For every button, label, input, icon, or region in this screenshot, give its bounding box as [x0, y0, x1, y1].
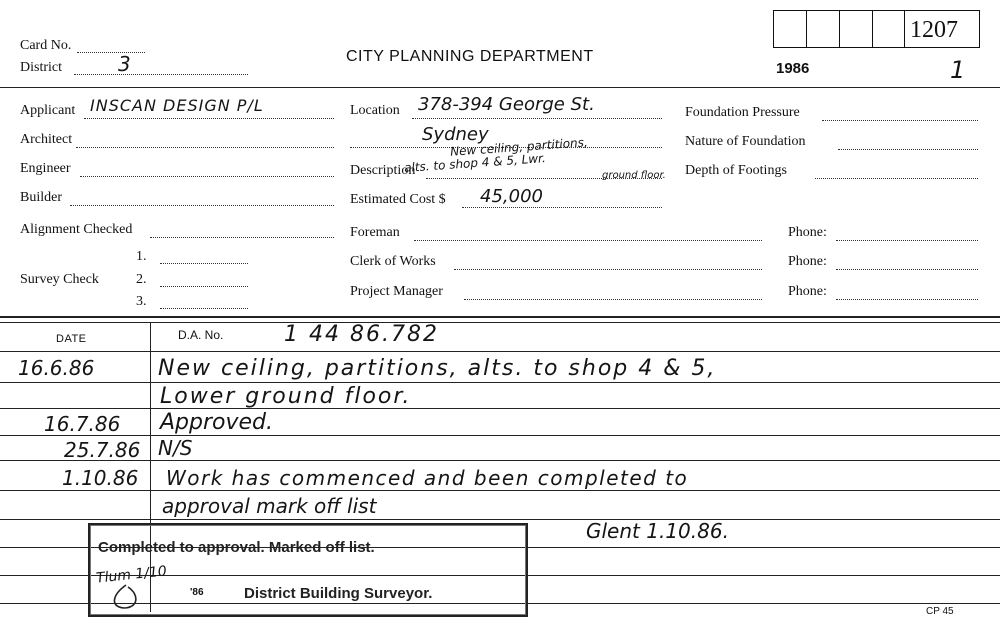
da-value: 1 44 86.782 [284, 322, 439, 347]
log-rule-3 [0, 408, 1000, 409]
card-box-1 [773, 10, 808, 48]
cost-value: 45,000 [480, 186, 543, 207]
location-value-2: Sydney [422, 124, 489, 145]
survey-line-1 [160, 263, 248, 264]
depth-label: Depth of Footings [685, 163, 787, 178]
cost-line [462, 207, 662, 208]
phone-label-1: Phone: [788, 225, 827, 240]
card-no-line [77, 52, 145, 53]
log-entry-date-4: 25.7.86 [64, 438, 141, 462]
header-divider [0, 87, 1000, 88]
log-top-rule [0, 316, 1000, 318]
location-line-1 [412, 118, 662, 119]
clerk-line [454, 269, 762, 270]
district-value: 3 [118, 52, 131, 76]
log-entry-text-3: Approved. [160, 410, 273, 435]
log-entry-date-5: 1.10.86 [62, 466, 139, 490]
card-box-3 [839, 10, 874, 48]
log-entry-date-1: 16.6.86 [18, 356, 95, 380]
location-label: Location [350, 103, 400, 118]
phone-label-2: Phone: [788, 254, 827, 269]
form-code: CP 45 [926, 606, 954, 617]
survey-line-3 [160, 308, 248, 309]
architect-line [76, 147, 334, 148]
card-number-box [904, 10, 980, 48]
log-rule-5 [0, 460, 1000, 461]
engineer-line [80, 176, 334, 177]
department-title: CITY PLANNING DEPARTMENT [346, 48, 594, 65]
phone-line-1 [836, 240, 978, 241]
project-manager-line [464, 299, 762, 300]
signature-loop-icon [106, 581, 146, 611]
survey-item-3: 3. [136, 294, 147, 309]
description-line-1: New ceiling, partitions, [449, 135, 589, 159]
log-rule-1 [0, 351, 1000, 352]
depth-line [815, 178, 978, 179]
approval-stamp [88, 523, 528, 617]
log-entry-text-2: Lower ground floor. [160, 384, 412, 409]
log-rule-7 [0, 519, 1000, 520]
engineer-label: Engineer [20, 161, 71, 176]
foreman-line [414, 240, 762, 241]
surveyor-signature: Glent 1.10.86. [586, 519, 729, 543]
log-rule-6 [0, 490, 1000, 491]
log-entry-text-6: approval mark off list [162, 494, 377, 518]
district-line [74, 74, 248, 75]
foundation-pressure-line [822, 120, 978, 121]
log-rule-4 [0, 435, 1000, 436]
phone-line-3 [836, 299, 978, 300]
description-line-3: ground floor. [602, 170, 666, 181]
applicant-line [84, 118, 334, 119]
log-entry-text-4: N/S [158, 436, 193, 460]
log-entry-text-5: Work has commenced and been completed to [166, 466, 689, 490]
clerk-label: Clerk of Works [350, 254, 436, 269]
card-box-4 [872, 10, 906, 48]
survey-item-2: 2. [136, 272, 147, 287]
nature-label: Nature of Foundation [685, 134, 806, 149]
foreman-label: Foreman [350, 225, 400, 240]
stamp-year: '86 [190, 587, 204, 598]
nature-line [838, 149, 978, 150]
description-label: Description [350, 163, 416, 178]
cost-label: Estimated Cost $ [350, 192, 446, 207]
date-header: DATE [56, 333, 87, 345]
alignment-line [150, 237, 334, 238]
stamp-line-1: Completed to approval. Marked off list. [98, 539, 375, 556]
applicant-value: INSCAN DESIGN P/L [90, 96, 264, 115]
stamp-line-2: District Building Surveyor. [244, 585, 433, 602]
builder-line [70, 205, 334, 206]
card-no-label: Card No. [20, 38, 72, 53]
description-line-2: alts. to shop 4 & 5, Lwr. [403, 151, 547, 175]
survey-label: Survey Check [20, 272, 99, 287]
survey-line-2 [160, 286, 248, 287]
da-label: D.A. No. [178, 328, 224, 342]
stamp-initials: Tlum 1/10 [95, 563, 168, 587]
phone-line-2 [836, 269, 978, 270]
log-entry-text-1: New ceiling, partitions, alts. to shop 4 & 5, [158, 356, 717, 381]
phone-label-3: Phone: [788, 284, 827, 299]
architect-label: Architect [20, 132, 73, 147]
survey-item-1: 1. [136, 249, 147, 264]
alignment-label: Alignment Checked [20, 222, 133, 237]
builder-label: Builder [20, 190, 62, 205]
location-value-1: 378-394 George St. [418, 94, 595, 115]
district-label: District [20, 60, 62, 75]
card-number: 1207 [910, 17, 958, 43]
log-rule-2 [0, 382, 1000, 383]
year-label: 1986 [776, 60, 810, 77]
card-suffix: 1 [950, 56, 966, 84]
log-entry-date-3: 16.7.86 [44, 412, 121, 436]
foundation-pressure-label: Foundation Pressure [685, 105, 800, 120]
applicant-label: Applicant [20, 103, 76, 118]
card-box-2 [806, 10, 841, 48]
project-manager-label: Project Manager [350, 284, 443, 299]
